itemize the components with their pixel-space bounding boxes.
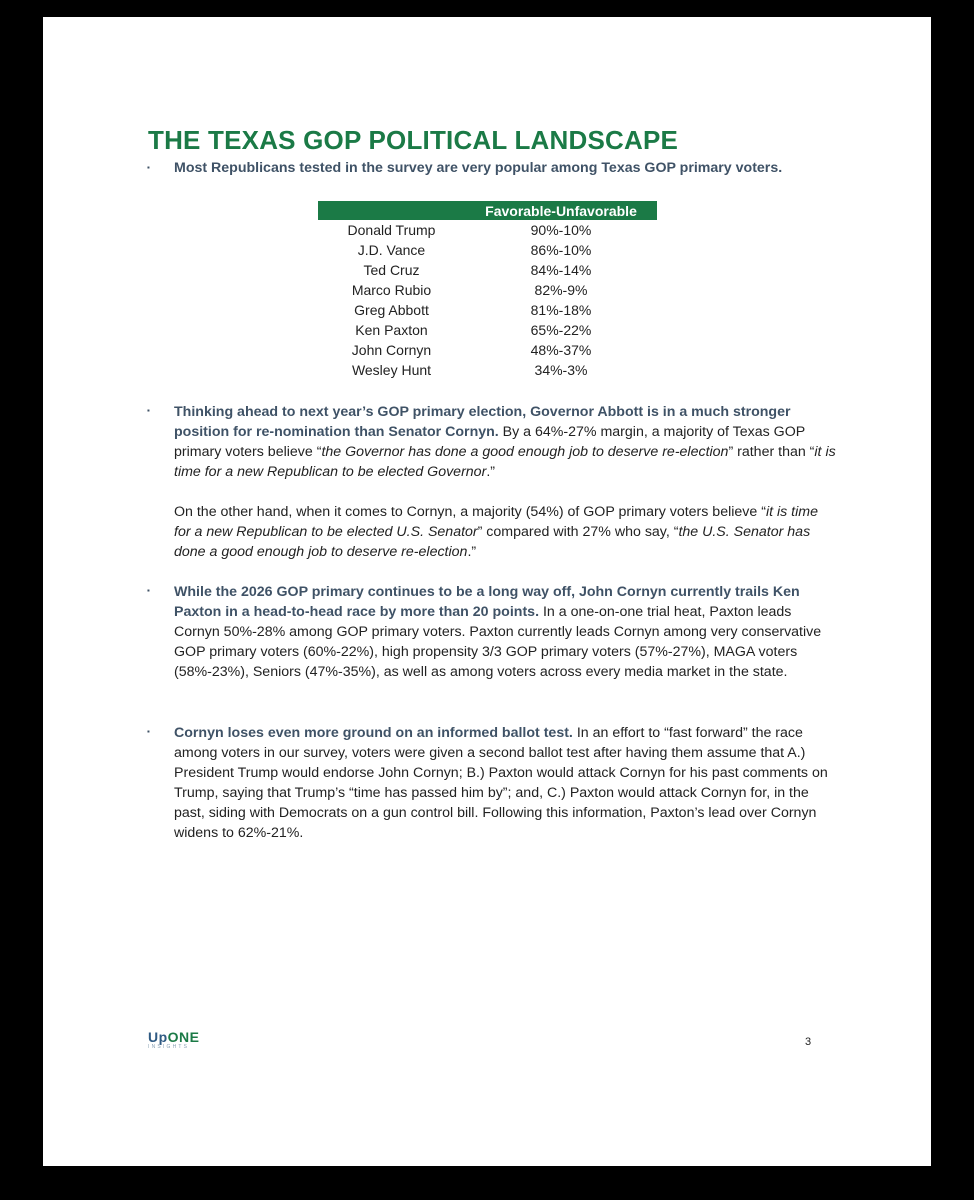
text-run: .”: [486, 464, 495, 480]
text-run: In a one-on-one trial heat, Paxton leads Cornyn 50%-28% among GOP primary voters. Paxton currently leads Cornyn among very conservative GOP primary voters (60%-22%), high propensity 3/3 GOP primary voters (57%-27%), MAGA voters (58%-23%), Seniors (47%-35%), as well as among voters across every media market in the state.: [174, 604, 822, 680]
table-row: [318, 340, 657, 360]
candidate-rating: 81%-18%: [530, 302, 592, 318]
text-run: In an effort to “fast forward” the race among voters in our survey, voters were given a second ballot test after having them assume that A.) President Trump would endorse John Cornyn; B.) Paxton would attack Cornyn for his past comments on Trump, saying that Trump’s “time has passed him by”; and, C.) Paxton would attack Cornyn for, in the past, siding with Democrats on a gun control bill. Following this information, Paxton’s lead over Cornyn widens to 62%-21%.: [174, 725, 828, 841]
candidate-name: John Cornyn: [351, 342, 432, 358]
quote-italic: it is time for a new Republican to be elected Governor: [174, 444, 836, 480]
text-run: ” rather than “: [728, 444, 815, 460]
cornyn-paragraph: [174, 502, 836, 562]
candidate-name: Ted Cruz: [363, 262, 420, 278]
bullet-icon: ▪: [147, 727, 150, 736]
table-row: [318, 320, 657, 340]
table-row: [318, 240, 657, 260]
candidate-rating: 84%-14%: [530, 262, 592, 278]
text-run: By a 64%-27% margin, a majority of Texas GOP primary voters believe “: [174, 424, 805, 460]
informed-ballot-paragraph: [174, 723, 836, 843]
candidate-name: Donald Trump: [347, 222, 436, 238]
candidate-name: Marco Rubio: [351, 282, 432, 298]
table-row: [318, 220, 657, 240]
informed-ballot-lead: Cornyn loses even more ground on an informed ballot test.: [174, 725, 573, 741]
logo-up: Up: [148, 1029, 168, 1045]
candidate-rating: 82%-9%: [534, 282, 588, 298]
abbott-lead: Thinking ahead to next year’s GOP primary election, Governor Abbott is in a much stronger position for re-nomination than Senator Cornyn.: [174, 404, 791, 440]
text-run: ” compared with 27% who say, “: [477, 524, 679, 540]
table-row: [318, 360, 657, 380]
logo-wordmark: [148, 1030, 200, 1044]
table-row: [318, 280, 657, 300]
abbott-paragraph: [174, 402, 836, 482]
quote-italic: the Governor has done a good enough job to deserve re-election: [321, 444, 729, 460]
quote-italic: it is time for a new Republican to be elected U.S. Senator: [174, 504, 818, 540]
upone-insights-logo: [148, 1030, 200, 1050]
table-header-favorability: Favorable-Unfavorable: [465, 201, 657, 220]
candidate-name: Ken Paxton: [355, 322, 428, 338]
candidate-rating: 86%-10%: [530, 242, 592, 258]
head-to-head-paragraph: [174, 582, 836, 682]
table-header-row: [318, 201, 657, 220]
text-run: On the other hand, when it comes to Cornyn, a majority (54%) of GOP primary voters believe “: [174, 504, 766, 520]
candidate-rating: 48%-37%: [530, 342, 592, 358]
candidate-rating: 34%-3%: [534, 362, 588, 378]
bullet-icon: ▪: [147, 586, 150, 595]
logo-one: ONE: [167, 1029, 200, 1045]
candidate-name: J.D. Vance: [357, 242, 426, 258]
head-to-head-lead: While the 2026 GOP primary continues to be a long way off, John Cornyn currently trails Ken Paxton in a head-to-head race by more than 20 points.: [174, 584, 800, 620]
quote-italic: the U.S. Senator has done a good enough job to deserve re-election: [174, 524, 811, 560]
favorability-table: [318, 201, 657, 380]
candidate-rating: 90%-10%: [530, 222, 592, 238]
table-row: [318, 300, 657, 320]
page-title: THE TEXAS GOP POLITICAL LANDSCAPE: [148, 125, 679, 155]
document-page: [43, 17, 931, 1166]
bullet-icon: ▪: [147, 163, 150, 172]
text-run: .”: [467, 544, 477, 560]
table-row: [318, 260, 657, 280]
page-number: 3: [805, 1036, 812, 1048]
section-subhead: Most Republicans tested in the survey are very popular among Texas GOP primary voters.: [174, 160, 783, 176]
logo-subtitle: INSIGHTS: [148, 1044, 190, 1050]
bullet-icon: ▪: [147, 406, 150, 415]
candidate-name: Wesley Hunt: [351, 362, 432, 378]
table-header-name: [318, 201, 465, 220]
candidate-name: Greg Abbott: [354, 302, 429, 318]
candidate-rating: 65%-22%: [530, 322, 592, 338]
